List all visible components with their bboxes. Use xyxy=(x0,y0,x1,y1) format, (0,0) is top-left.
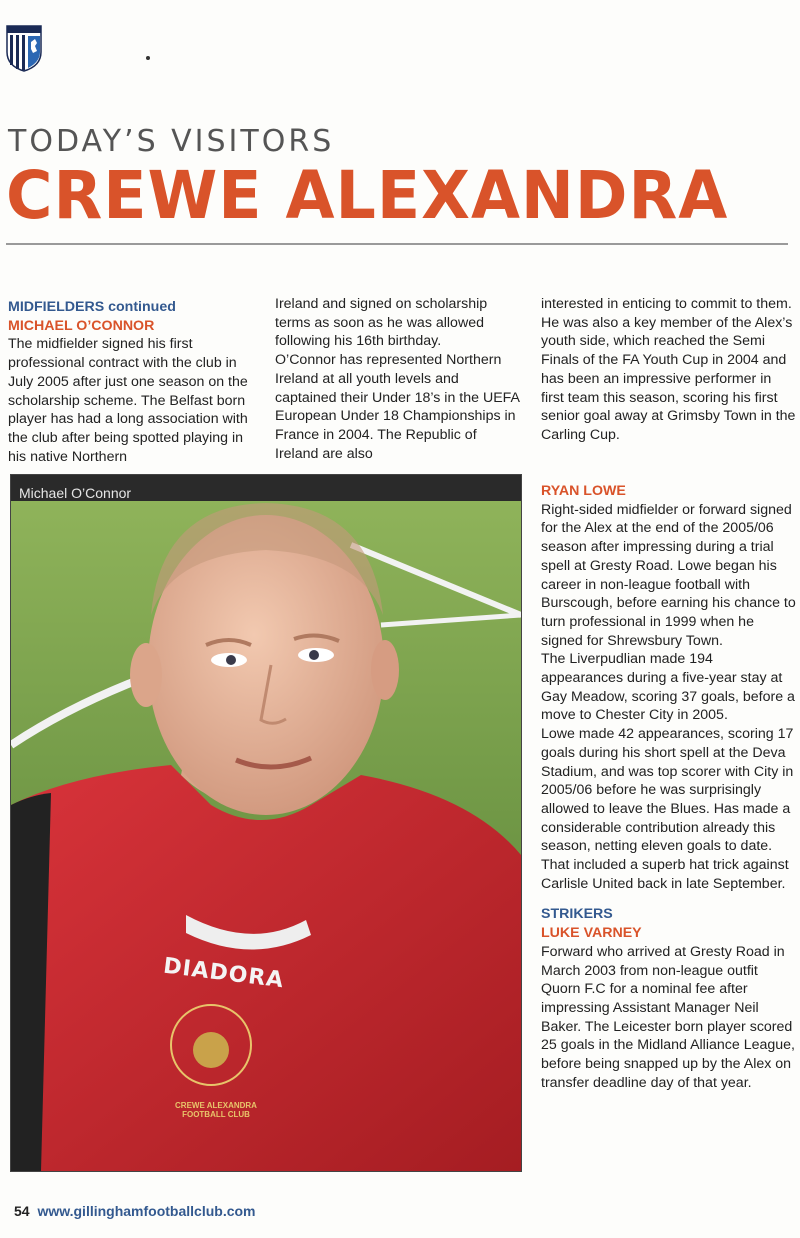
player-name-lowe: RYAN LOWE xyxy=(541,483,626,499)
gillingham-crest-icon xyxy=(6,24,42,72)
paragraph: interested in enticing to commit to them. xyxy=(541,296,792,312)
club-badge-text: CREWE ALEXANDRA FOOTBALL CLUB xyxy=(175,1101,257,1119)
article-column-1 xyxy=(8,298,263,466)
paragraph: The Liverpudlian made 194 appearances during a five-year stay at Gay Meadow, scoring 37 goals, before a move to Chester City in 2005. xyxy=(541,651,795,724)
paragraph: He was also a key member of the Alex’s youth side, which reached the Semi Finals of the FA Youth Cup in 2004 and has been an impressive performer in first team this season, scoring his first senior goal away at Grimsby Town in the Carling Cup. xyxy=(541,314,796,443)
page-title: CREWE ALEXANDRA xyxy=(6,157,729,234)
section-heading-midfielders: MIDFIELDERS continued xyxy=(8,299,176,315)
page-number: 54 xyxy=(14,1203,30,1219)
section-heading-strikers: STRIKERS xyxy=(541,906,613,923)
paragraph: Forward who arrived at Gresty Road in March 2003 from non-league outfit Quorn F.C for a nominal fee after impressing Assistant Manager Neil Baker. The Leicester born player scored 25 goals in the Midland Alliance League, before being snapped up by the Alex on transfer deadline day of that year. xyxy=(541,943,795,1091)
paragraph: Ireland and signed on scholarship terms as soon as he was allowed following his 16th birthday. xyxy=(275,296,488,350)
photo-caption: Michael O’Connor xyxy=(19,485,132,501)
page-kicker: TODAY’S VISITORS xyxy=(8,124,335,159)
paragraph: O’Connor has represented Northern Ireland at all youth levels and captained their Under 18’s in the UEFA European Under 18 Championships in France in 2004. The Republic of Ireland are also xyxy=(275,352,520,462)
speck-mark xyxy=(146,56,150,60)
player-name-varney: LUKE VARNEY xyxy=(541,925,642,942)
article-column-3-top xyxy=(541,295,796,445)
paragraph: Right-sided midfielder or forward signed for the Alex at the end of the 2005/06 season after impressing during a trial spell at Gresty Road. Lowe began his career in non-league football with Burscough, before earning his chance to turn professional in 1999 when he signed for Shrewsbury Town. xyxy=(541,501,796,649)
paragraph: The midfielder signed his first professional contract with the club in July 2005 after just one season on the scholarship scheme. The Belfast born player has had a long association with the club after being spotted playing in his native Northern xyxy=(8,336,248,465)
article-column-3-bottom xyxy=(541,482,796,1093)
player-name-oconnor: MICHAEL O’CONNOR xyxy=(8,317,155,334)
paragraph: Lowe made 42 appearances, scoring 17 goals during his short spell at the Deva Stadium, and was top scorer with City in 2005/06 before he was surprisingly allowed to leave the Blues. Has made a considerable contribution already this season, netting eleven goals to date. That included a superb hat trick against Carlisle United back in late September. xyxy=(541,726,794,892)
article-column-2 xyxy=(275,295,520,463)
player-photo xyxy=(10,474,522,1172)
header-divider xyxy=(6,243,788,245)
page-footer xyxy=(14,1203,256,1219)
footer-url-link[interactable]: www.gillinghamfootballclub.com xyxy=(37,1203,256,1219)
shirt-brand-text: DIADORA xyxy=(161,953,286,994)
